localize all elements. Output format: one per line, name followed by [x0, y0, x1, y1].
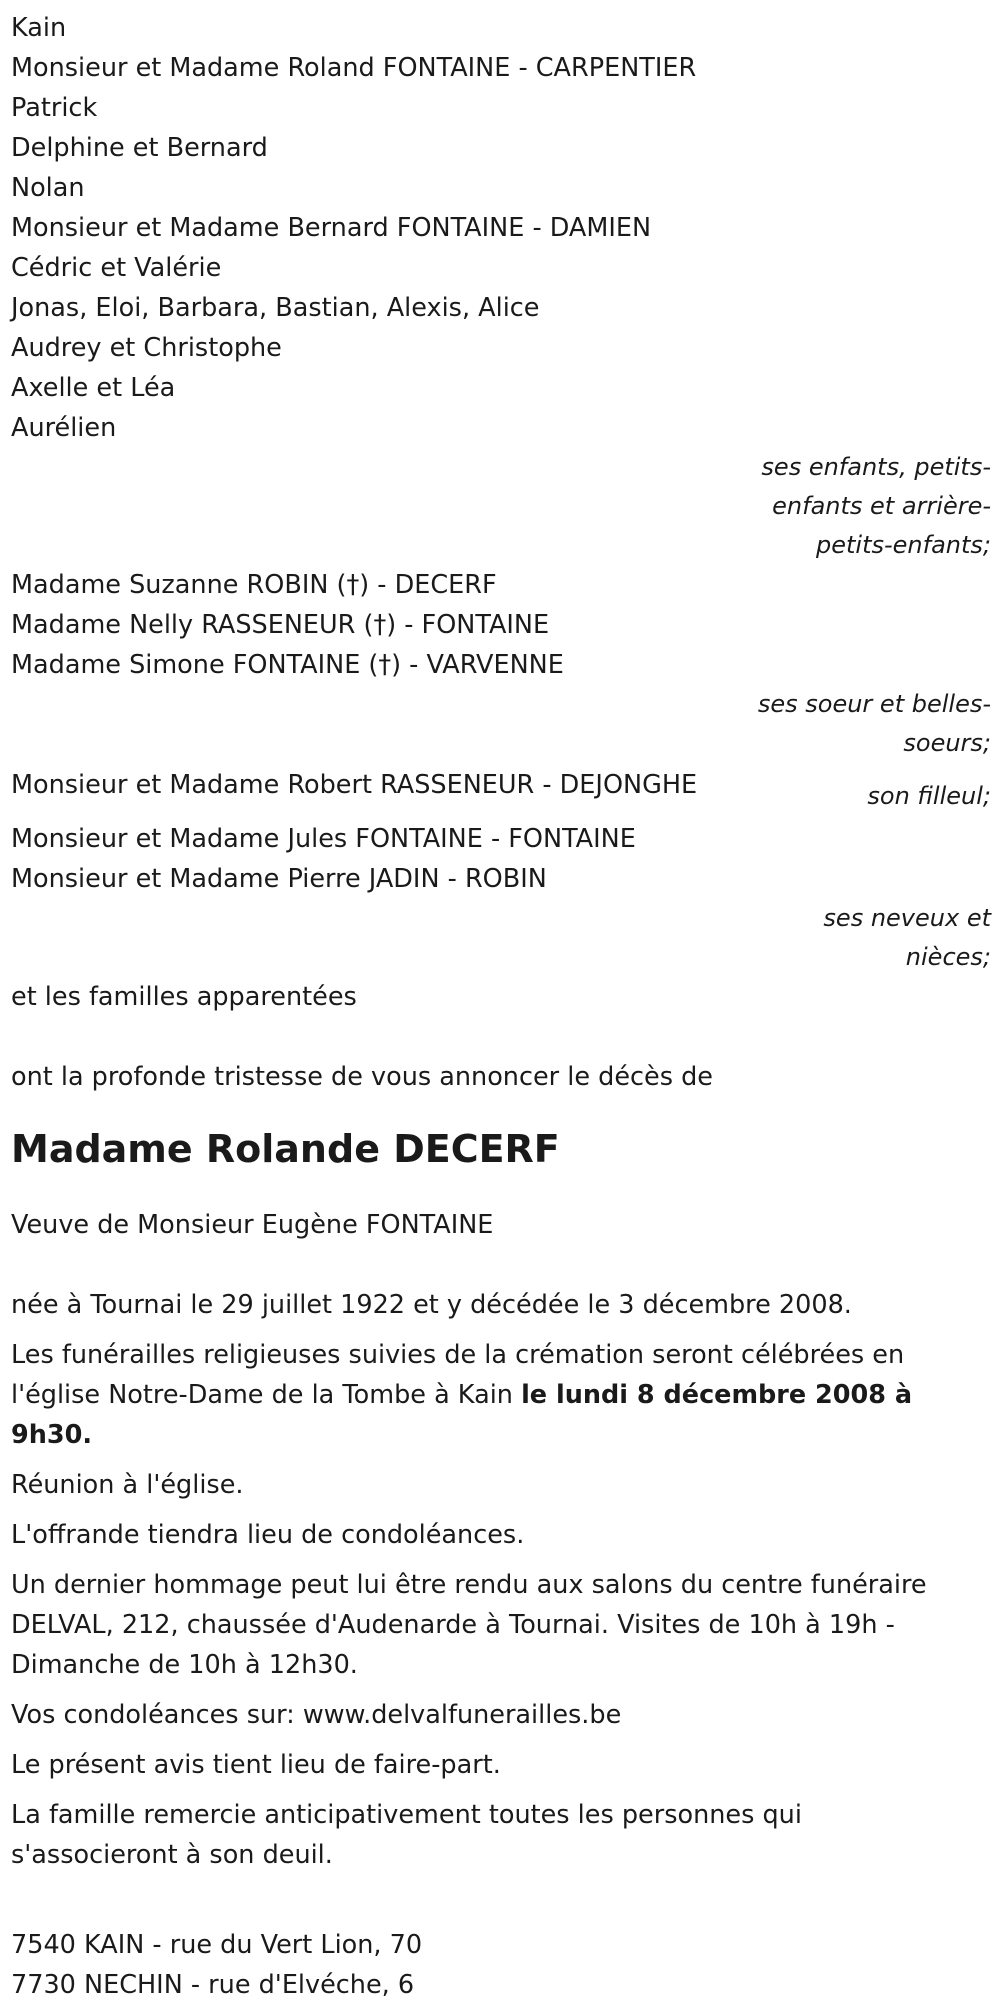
family-group-nephews	[11, 819, 991, 899]
family-line: Monsieur et Madame Jules FONTAINE - FONTAINE	[11, 824, 636, 854]
role-godson: son filleul;	[867, 782, 991, 810]
addresses	[11, 1925, 991, 2005]
family-group-sisters	[11, 565, 991, 685]
family-line: Axelle et Léa	[11, 373, 176, 403]
family-line: Cédric et Valérie	[11, 253, 222, 283]
family-line: Nolan	[11, 173, 85, 203]
family-group-children	[11, 8, 991, 448]
birth-death-text: née à Tournai le 29 juillet 1922 et y décédée le 3 décembre 2008.	[11, 1290, 852, 1320]
obituary-notice	[11, 8, 991, 2005]
family-line: Madame Simone FONTAINE (†) - VARVENNE	[11, 650, 564, 680]
meeting-text: Réunion à l'église.	[11, 1470, 244, 1500]
role-sisters: ses soeur et belles-soeurs;	[757, 690, 991, 757]
deceased-name: Madame Rolande DECERF	[11, 1127, 560, 1171]
role-nephews: ses neveux et nièces;	[823, 904, 991, 971]
family-line: Delphine et Bernard	[11, 133, 268, 163]
family-line: Monsieur et Madame Pierre JADIN - ROBIN	[11, 864, 547, 894]
godson-row	[11, 763, 991, 819]
funeral-text	[11, 1335, 971, 1455]
family-line: Monsieur et Madame Bernard FONTAINE - DAMIEN	[11, 213, 652, 243]
related-families: et les familles apparentées	[11, 982, 357, 1012]
address-line: 7730 NECHIN - rue d'Elvéche, 6	[11, 1970, 415, 2000]
widow-of: Veuve de Monsieur Eugène FONTAINE	[11, 1210, 494, 1240]
funeral-location: Les funérailles religieuses suivies de la crémation seront célébrées en l'église Notre-Dame de la Tombe à Kain	[11, 1340, 905, 1410]
address-line: 7540 KAIN - rue du Vert Lion, 70	[11, 1930, 423, 1960]
tribute-text: Un dernier hommage peut lui être rendu aux salons du centre funéraire DELVAL, 212, chaussée d'Audenarde à Tournai. Visites de 10h à 19h - Dimanche de 10h à 12h30.	[11, 1570, 927, 1680]
family-line: Audrey et Christophe	[11, 333, 282, 363]
family-line: Madame Suzanne ROBIN (†) - DECERF	[11, 570, 497, 600]
thanks-text: La famille remercie anticipativement toutes les personnes qui s'associeront à son deuil.	[11, 1800, 802, 1870]
offering-text: L'offrande tiendra lieu de condoléances.	[11, 1520, 525, 1550]
family-line: Jonas, Eloi, Barbara, Bastian, Alexis, Alice	[11, 293, 540, 323]
godson-line: Monsieur et Madame Robert RASSENEUR - DEJONGHE	[11, 770, 698, 800]
announcement-text: ont la profonde tristesse de vous annoncer le décès de	[11, 1062, 713, 1092]
role-children: ses enfants, petits-enfants et arrière-petits-enfants;	[761, 453, 991, 559]
family-line: Kain	[11, 13, 67, 43]
family-line: Aurélien	[11, 413, 117, 443]
family-line: Madame Nelly RASSENEUR (†) - FONTAINE	[11, 610, 550, 640]
condolences-text: Vos condoléances sur: www.delvalfunerailles.be	[11, 1700, 622, 1730]
notice-text: Le présent avis tient lieu de faire-part.	[11, 1750, 501, 1780]
family-line: Monsieur et Madame Roland FONTAINE - CARPENTIER	[11, 53, 697, 83]
funeral-date: le lundi 8 décembre 2008 à 9h30.	[11, 1380, 913, 1450]
family-line: Patrick	[11, 93, 98, 123]
